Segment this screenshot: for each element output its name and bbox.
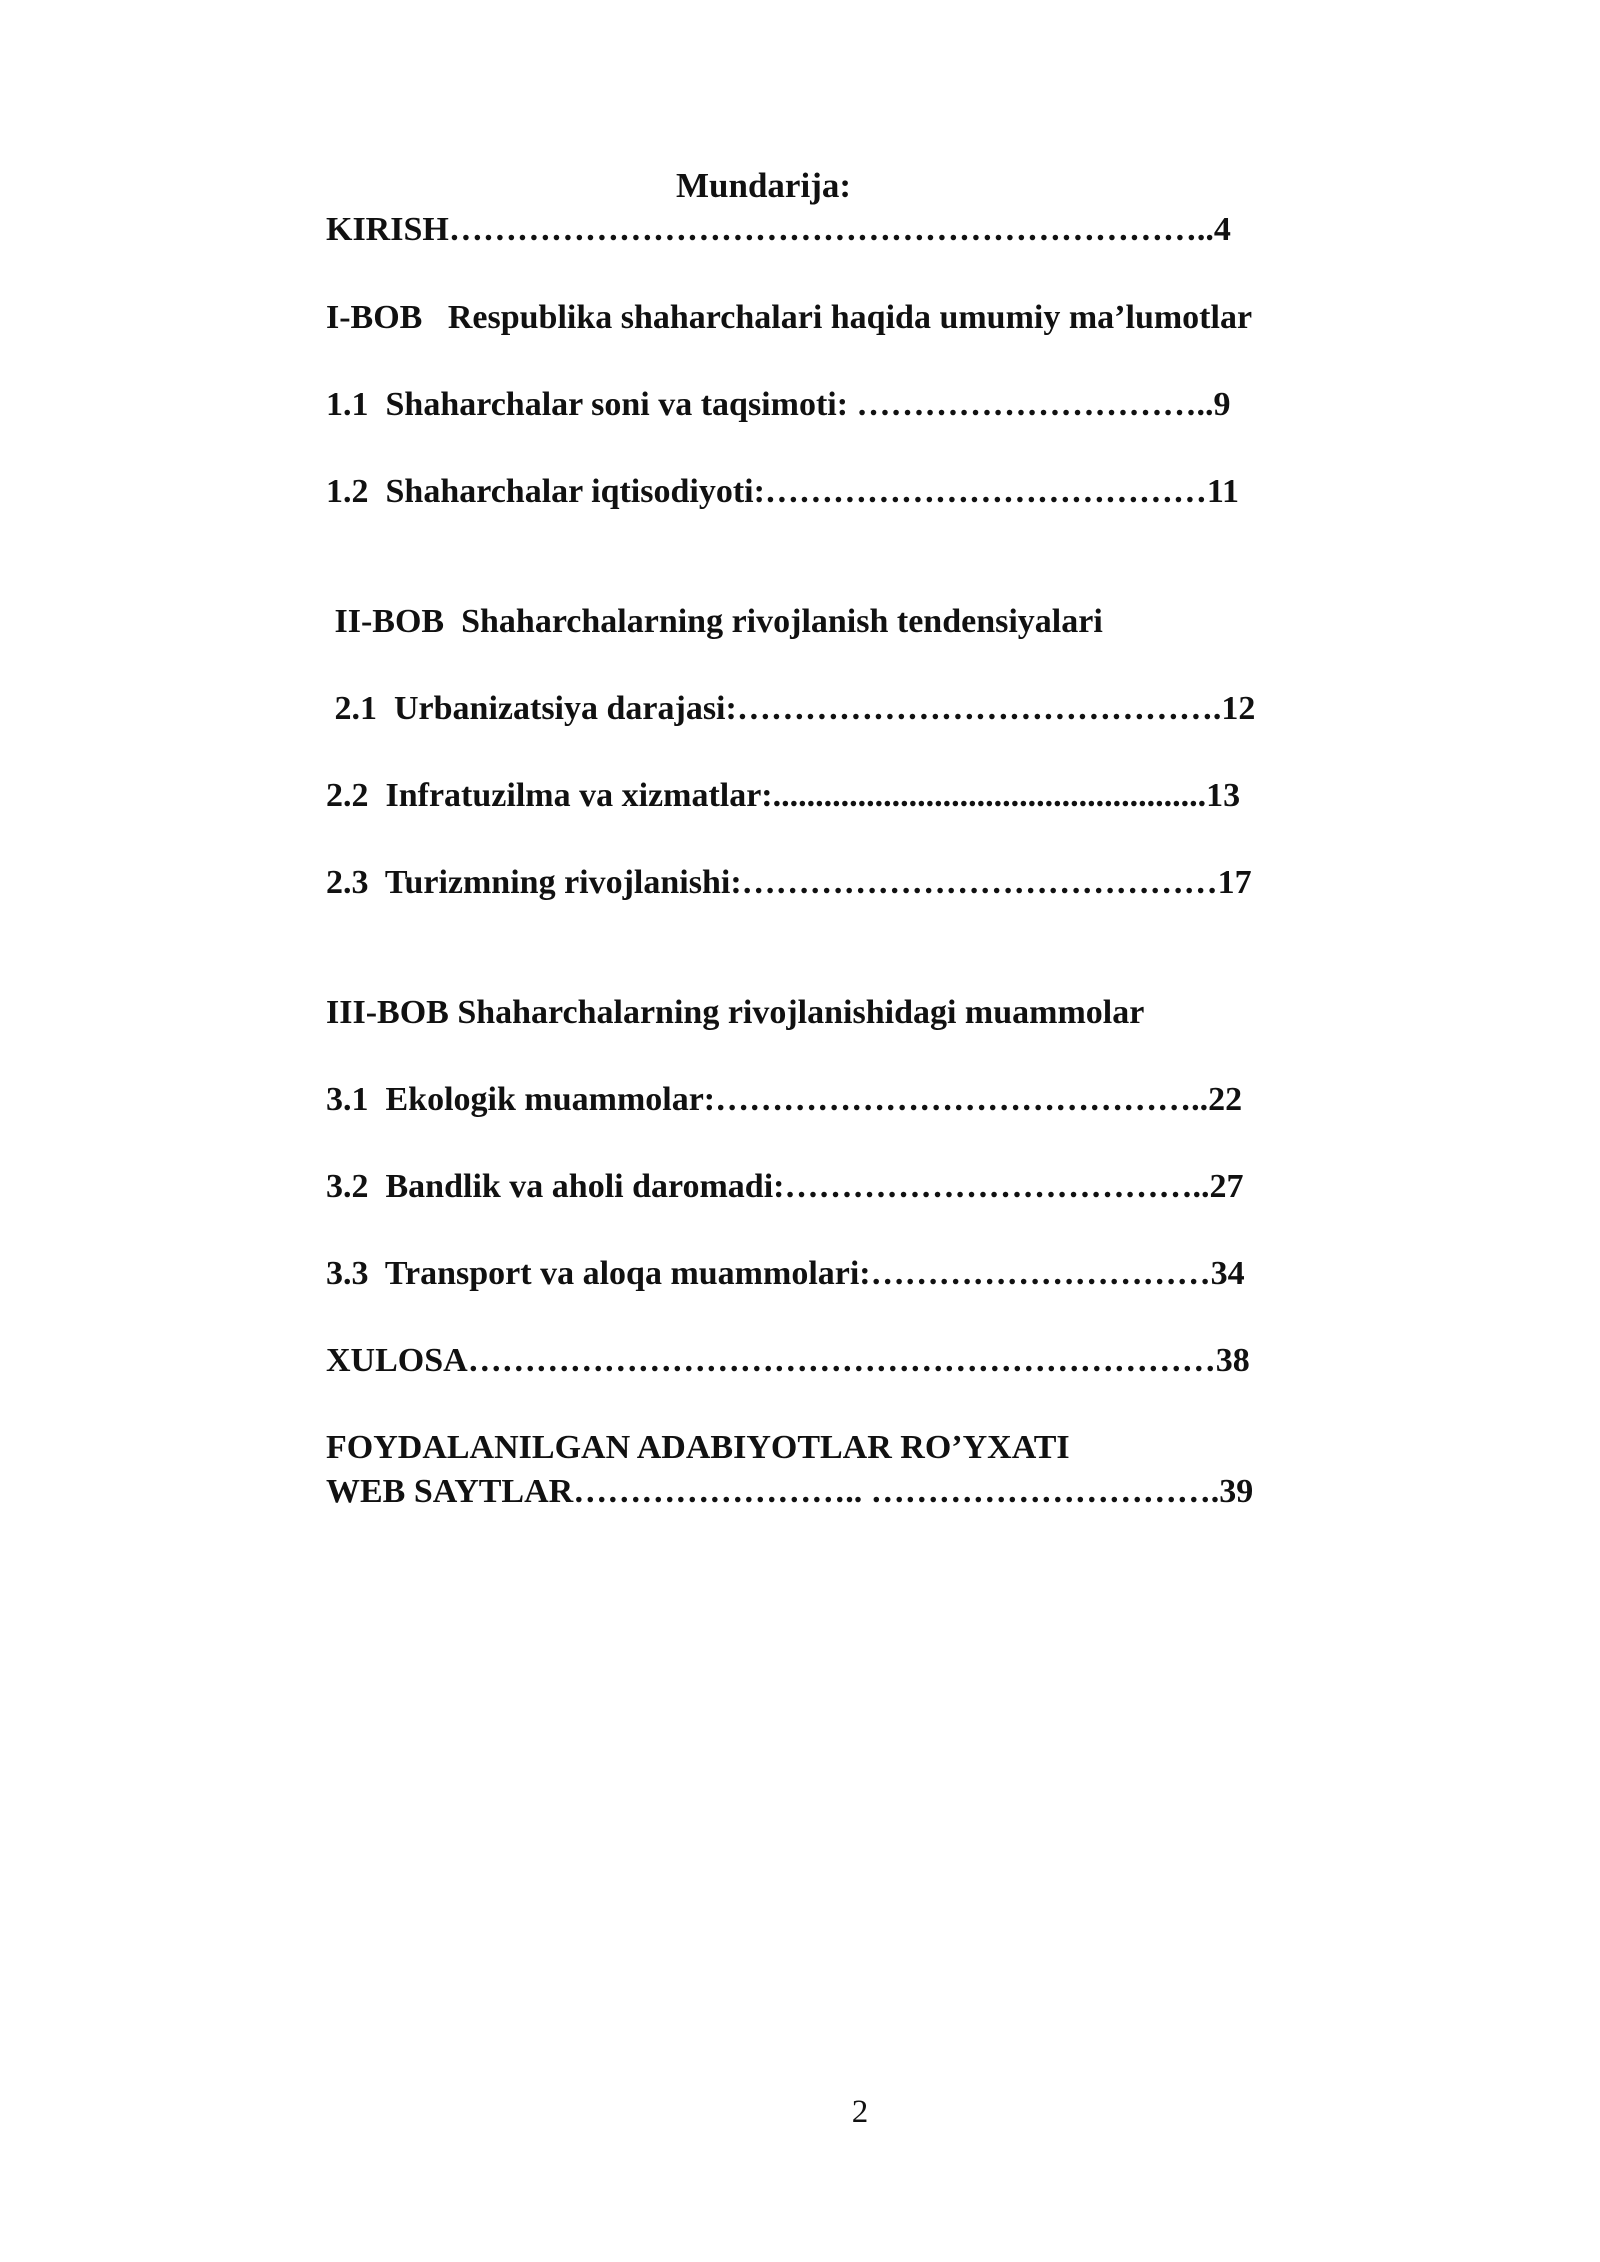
toc-entry-kirish: KIRISH…………………………………………………………..4 [326,211,1231,248]
toc-entry-3-2: 3.2 Bandlik va aholi daromadi:………………………………..27 [326,1168,1244,1205]
toc-entry-1-1: 1.1 Shaharchalar soni va taqsimoti: …………………………..9 [326,386,1231,423]
toc-entry-2-2: 2.2 Infratuzilma va xizmatlar:...................................................13 [326,777,1241,814]
toc-entry-3-3: 3.3 Transport va aloqa muammolari:…………………………34 [326,1255,1245,1292]
toc-entry-xulosa: XULOSA…………………………………………………………38 [326,1342,1250,1379]
toc-entry-2-3: 2.3 Turizmning rivojlanishi:……………………………………17 [326,864,1252,901]
toc-chapter-2: II-BOB Shaharchalarning rivojlanish tendensiyalari [326,603,1103,640]
page-number: 2 [851,2094,869,2130]
toc-entry-2-1: 2.1 Urbanizatsiya darajasi:…………………………………….12 [326,690,1256,727]
toc-entry-1-2: 1.2 Shaharchalar iqtisodiyoti:…………………………………11 [326,473,1240,510]
toc-chapter-1: I-BOB Respublika shaharchalari haqida umumiy ma’lumotlar [326,299,1253,336]
toc-chapter-3: III-BOB Shaharchalarning rivojlanishidagi muammolar [326,994,1145,1031]
toc-title: Mundarija: [676,166,851,205]
toc-entry-3-1: 3.1 Ekologik muammolar:……………………………………..22 [326,1081,1243,1118]
toc-entry-adabiyotlar: FOYDALANILGAN ADABIYOTLAR RO’YXATI [326,1429,1070,1466]
toc-entry-web-saytlar: WEB SAYTLAR…………………….. ………………………….39 [326,1473,1254,1510]
